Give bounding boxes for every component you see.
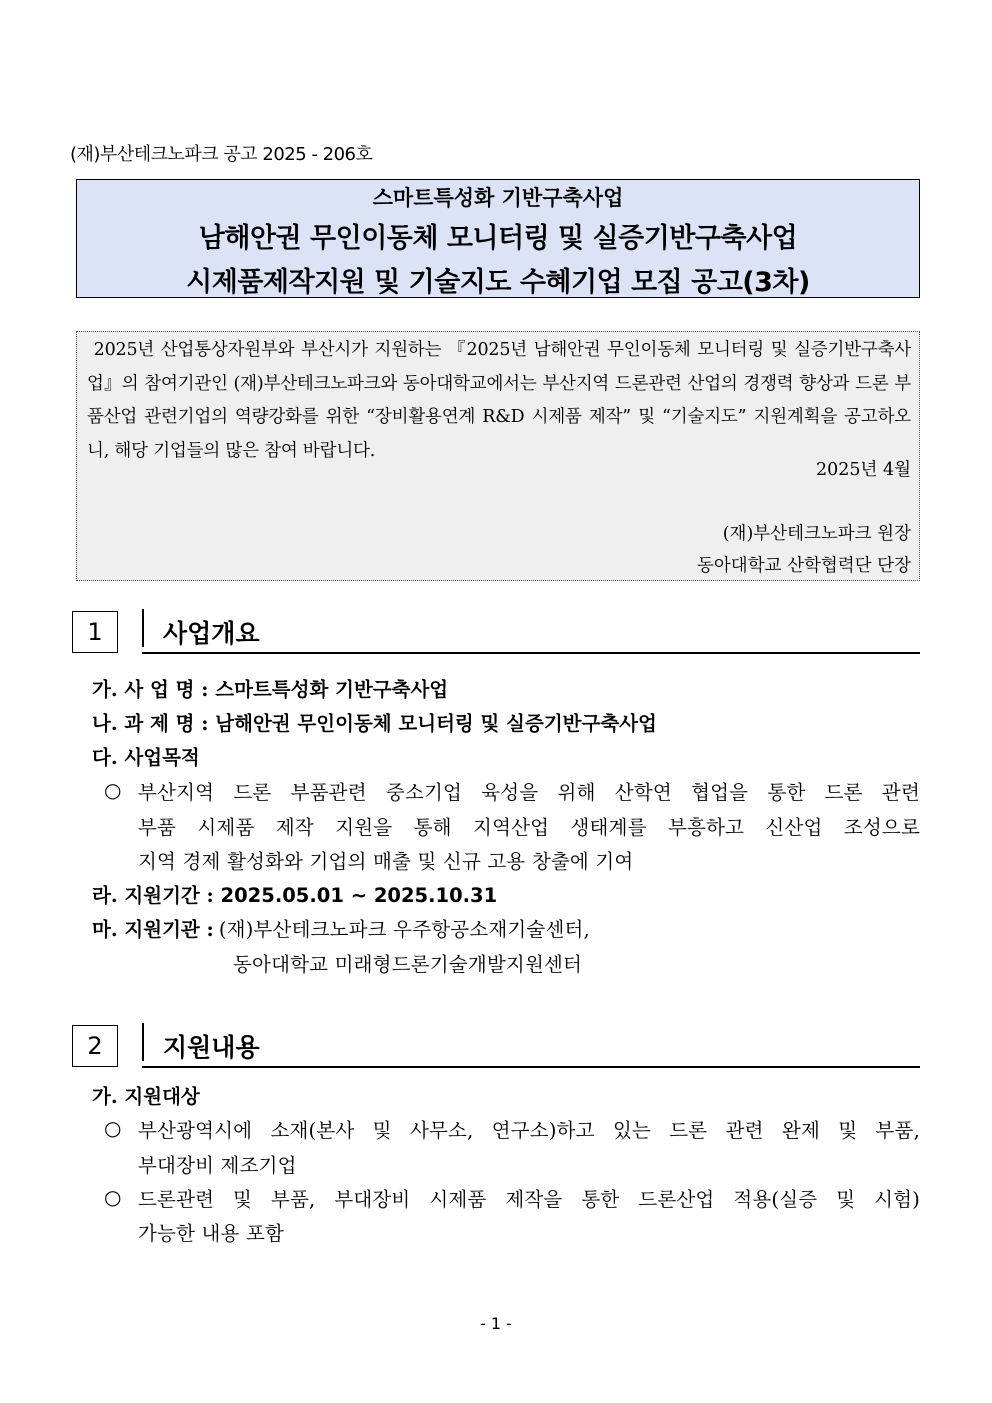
item-project-name xyxy=(92,674,448,702)
item-project-name-label: 가. 사 업 명 : xyxy=(92,678,209,701)
intro-org-2: 동아대학교 산학협력단 단장 xyxy=(697,556,911,576)
page-number: - 1 - xyxy=(480,1314,512,1333)
target-bullet-2-line-1: 드론관련 및 부품, 부대장비 시제품 제작을 통한 드론산업 적용(실증 및 시험) xyxy=(138,1188,920,1211)
item-purpose-label: 다. 사업목적 xyxy=(92,746,200,769)
intro-paragraph: 2025년 산업통상자원부와 부산시가 지원하는 『2025년 남해안권 무인이동체 모니터링 및 실증기반구축사업』의 참여기관인 (재)부산테크노파크와 동아대학교에서는 부산지역 드론관련 산업의 경쟁력 향상과 드론 부품산업 관련기업의 역량강화를 위한 “장비활용연계 R&D 시제품 제작” 및 “기술지도” 지원계획을 공고하오니, 해당 기업들의 많은 참여 바랍니다. xyxy=(87,340,911,461)
item-project-name-value: 스마트특성화 기반구축사업 xyxy=(215,678,449,701)
item-support-org xyxy=(92,914,590,942)
section-2-title: 지원내용 xyxy=(163,1033,260,1062)
item-task-name-label: 나. 과 제 명 : xyxy=(92,712,209,735)
bullet-circle: ○ xyxy=(104,1116,122,1140)
intro-date: 2025년 4월 xyxy=(815,460,911,480)
intro-box xyxy=(76,331,920,581)
bullet-circle: ○ xyxy=(104,1185,122,1209)
bullet-circle: ○ xyxy=(104,778,122,802)
purpose-line-1: 부산지역 드론 부품관련 중소기업 육성을 위해 산학연 협업을 통한 드론 관련 xyxy=(138,781,920,804)
title-subtitle: 스마트특성화 기반구축사업 xyxy=(372,186,624,210)
purpose-line-3: 지역 경제 활성화와 기업의 매출 및 신규 고용 창출에 기여 xyxy=(138,850,634,873)
item-task-name xyxy=(92,708,657,736)
section-2-underline xyxy=(142,1066,920,1068)
section-1-divider xyxy=(142,609,144,647)
section-2-divider xyxy=(142,1023,144,1061)
section-1-number: 1 xyxy=(72,611,118,653)
notice-number: (재)부산테크노파크 공고 2025 - 206호 xyxy=(70,144,373,165)
section-1-title: 사업개요 xyxy=(163,619,260,648)
title-box xyxy=(76,179,920,298)
title-line-2: 시제품제작지원 및 기술지도 수혜기업 모집 공고(3차) xyxy=(186,267,810,298)
intro-org-1: (재)부산테크노파크 원장 xyxy=(722,524,911,544)
target-bullet-2-line-2: 가능한 내용 포함 xyxy=(138,1222,285,1245)
item-support-org-value-1: (재)부산테크노파크 우주항공소재기술센터, xyxy=(218,918,590,941)
intro-text xyxy=(87,334,911,468)
item-support-org-label: 마. 지원기관 : xyxy=(92,918,214,941)
item-target-label: 가. 지원대상 xyxy=(92,1085,200,1108)
item-support-period-label: 라. 지원기간 : xyxy=(92,884,214,907)
item-task-name-value: 남해안권 무인이동체 모니터링 및 실증기반구축사업 xyxy=(215,712,657,735)
target-bullet-1-line-1: 부산광역시에 소재(본사 및 사무소, 연구소)하고 있는 드론 관련 완제 및 부품, xyxy=(138,1119,920,1142)
item-support-period-value: 2025.05.01 ~ 2025.10.31 xyxy=(220,884,498,907)
item-support-period xyxy=(92,880,497,908)
title-line-1: 남해안권 무인이동체 모니터링 및 실증기반구축사업 xyxy=(198,223,798,254)
section-2-number: 2 xyxy=(72,1025,118,1067)
item-support-org-value-2: 동아대학교 미래형드론기술개발지원센터 xyxy=(233,953,583,976)
section-1-underline xyxy=(142,652,920,654)
purpose-line-2: 부품 시제품 제작 지원을 통해 지역산업 생태계를 부흥하고 신산업 조성으로 xyxy=(138,816,920,839)
target-bullet-1-line-2: 부대장비 제조기업 xyxy=(138,1154,297,1177)
